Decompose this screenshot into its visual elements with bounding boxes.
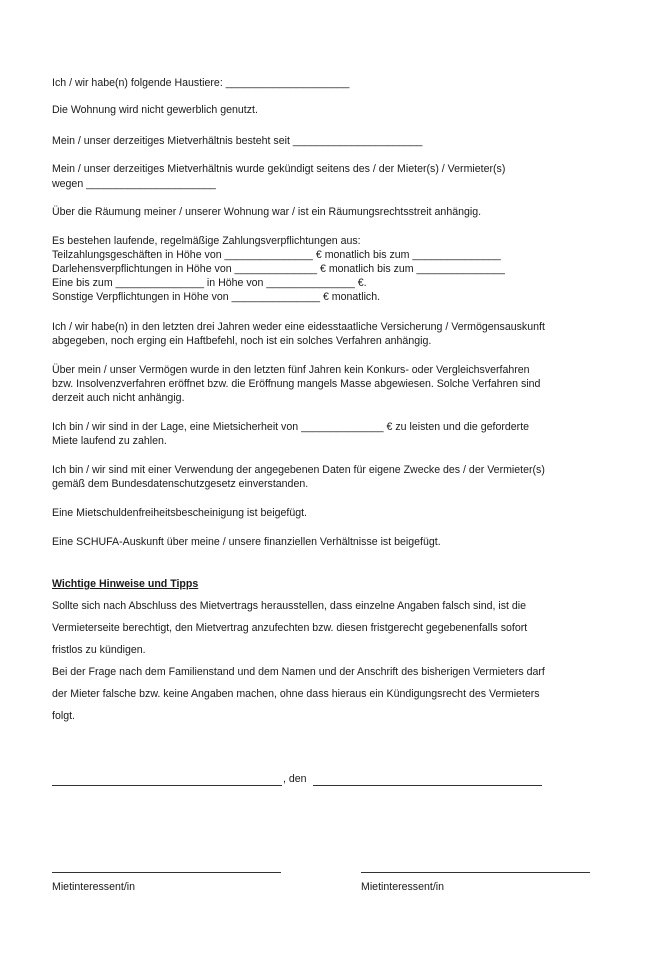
tenancy-terminated-line: Mein / unser derzeitiges Mietverhältnis wurde gekündigt seitens des / der Mieter(s) / Vermieter(s) (52, 163, 506, 175)
hint-line-6: folgt. (52, 710, 75, 722)
insolvency-line-3: derzeit auch nicht anhängig. (52, 392, 185, 404)
signature-line-left (52, 872, 281, 873)
signature-label-right: Mietinteressent/in (361, 881, 445, 893)
affidavit-line-1: Ich / wir habe(n) in den letzten drei Jahren weder eine eidesstaatliche Versicherung / Vermögensauskunft (52, 321, 545, 333)
data-consent-line-1: Ich bin / wir sind mit einer Verwendung der angegebenen Daten für eigene Zwecke des / der Vermieter(s) (52, 464, 545, 476)
affidavit-line-2: abgegeben, noch erging ein Haftbefehl, noch ist ein solches Verfahren anhängig. (52, 335, 432, 347)
hints-heading: Wichtige Hinweise und Tipps (52, 578, 199, 590)
data-consent-line-2: gemäß dem Bundesdatenschutzgesetz einverstanden. (52, 478, 309, 490)
loan-line: Darlehensverpflichtungen in Höhe von ______________ € monatlich bis zum _______________ (52, 263, 505, 275)
place-date-separator: , den (283, 773, 307, 785)
hint-line-2: Vermieterseite berechtigt, den Mietvertrag anzufechten bzw. diesen fristgerecht gegebenenfalls sofort (52, 622, 528, 634)
current-tenancy-line: Mein / unser derzeitiges Mietverhältnis besteht seit ______________________ (52, 135, 423, 147)
rent-debt-clearance-line: Eine Mietschuldenfreiheitsbescheinigung ist beigefügt. (52, 507, 308, 519)
insolvency-line-2: bzw. Insolvenzverfahren eröffnet bzw. die Eröffnung mangels Masse abgewiesen. Solche Verfahren sind (52, 378, 541, 390)
termination-reason-line: wegen ______________________ (52, 178, 216, 190)
signature-label-left: Mietinteressent/in (52, 881, 136, 893)
single-payment-line: Eine bis zum _______________ in Höhe von _______________ €. (52, 277, 367, 289)
non-commercial-line: Die Wohnung wird nicht gewerblich genutzt. (52, 104, 258, 116)
hint-line-4: Bei der Frage nach dem Familienstand und dem Namen und der Anschrift des bisherigen Vermieters darf (52, 666, 545, 678)
installment-line: Teilzahlungsgeschäften in Höhe von _______________ € monatlich bis zum _______________ (52, 249, 501, 261)
place-blank (52, 785, 282, 786)
deposit-line-2: Miete laufend zu zahlen. (52, 435, 167, 447)
other-obligations-line: Sonstige Verpflichtungen in Höhe von _______________ € monatlich. (52, 291, 381, 303)
eviction-line: Über die Räumung meiner / unserer Wohnung war / ist ein Räumungsrechtsstreit anhängig. (52, 206, 482, 218)
hint-line-1: Sollte sich nach Abschluss des Mietvertrags herausstellen, dass einzelne Angaben falsch sind, ist die (52, 600, 527, 612)
pets-line: Ich / wir habe(n) folgende Haustiere: _____________________ (52, 77, 350, 89)
hint-line-3: fristlos zu kündigen. (52, 644, 146, 656)
schufa-line: Eine SCHUFA-Auskunft über meine / unsere finanziellen Verhältnisse ist beigefügt. (52, 536, 441, 548)
hint-line-5: der Mieter falsche bzw. keine Angaben machen, ohne dass hieraus ein Kündigungsrecht des Vermieters (52, 688, 540, 700)
date-blank (313, 785, 542, 786)
payment-obligations-intro: Es bestehen laufende, regelmäßige Zahlungsverpflichtungen aus: (52, 235, 361, 247)
deposit-line-1: Ich bin / wir sind in der Lage, eine Mietsicherheit von ______________ € zu leisten und die geforderte (52, 421, 530, 433)
insolvency-line-1: Über mein / unser Vermögen wurde in den letzten fünf Jahren kein Konkurs- oder Vergleichsverfahren (52, 364, 530, 376)
signature-line-right (361, 872, 590, 873)
